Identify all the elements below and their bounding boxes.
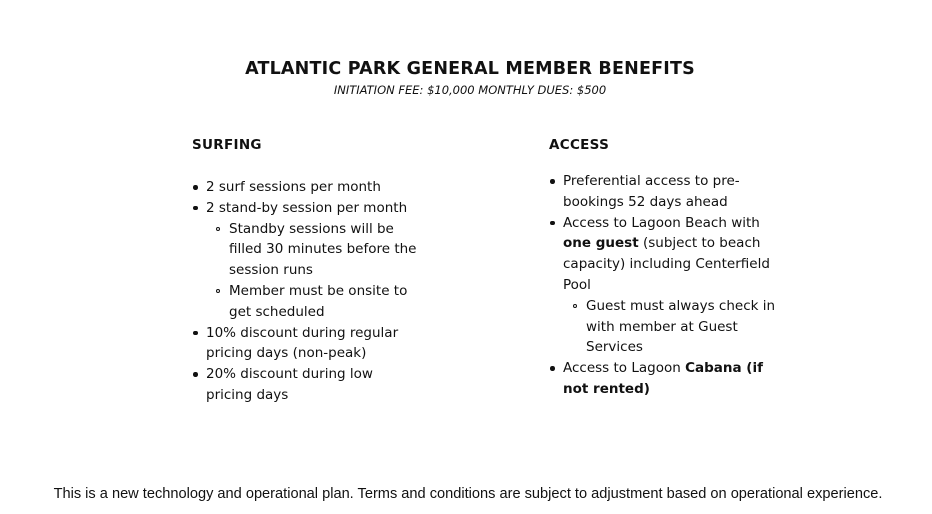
access-heading: ACCESS xyxy=(549,137,610,153)
list-item xyxy=(549,213,781,359)
list-item: 20% discount during low pricing days xyxy=(192,364,422,406)
surfing-heading: SURFING xyxy=(192,137,262,153)
sub-list-item: Member must be onsite to get scheduled xyxy=(215,281,422,323)
list-item: Preferential access to pre-bookings 52 days ahead xyxy=(549,171,781,213)
list-item: 2 surf sessions per month xyxy=(192,177,422,198)
surfing-section xyxy=(192,137,422,406)
sub-list-item: Guest must always check in with member at Guest Services xyxy=(572,296,781,358)
access-section xyxy=(549,137,781,400)
page-title: ATLANTIC PARK GENERAL MEMBER BENEFITS xyxy=(245,59,695,79)
standby-sublist xyxy=(215,219,422,323)
list-item xyxy=(192,198,422,323)
list-item xyxy=(549,358,781,400)
list-item: 10% discount during regular pricing days (non-peak) xyxy=(192,323,422,365)
list-item-text: 2 stand-by session per month xyxy=(206,199,408,216)
list-item-text: (subject to beach capacity) including Centerfield Pool xyxy=(563,235,770,293)
fees-subtitle: INITIATION FEE: $10,000 MONTHLY DUES: $500 xyxy=(333,83,607,97)
access-list xyxy=(549,171,781,400)
list-item-text: Access to Lagoon xyxy=(563,360,686,377)
surfing-list xyxy=(192,177,422,406)
disclaimer-footer: This is a new technology and operational plan. Terms and conditions are subject to adjustment based on operational experience. xyxy=(53,486,883,502)
emphasis-text: one guest xyxy=(563,235,639,252)
guest-sublist xyxy=(572,296,781,358)
emphasis-text: Cabana (if not rented) xyxy=(563,360,763,397)
sub-list-item: Standby sessions will be filled 30 minutes before the session runs xyxy=(215,219,422,281)
list-item-text: Access to Lagoon Beach with xyxy=(563,214,760,231)
